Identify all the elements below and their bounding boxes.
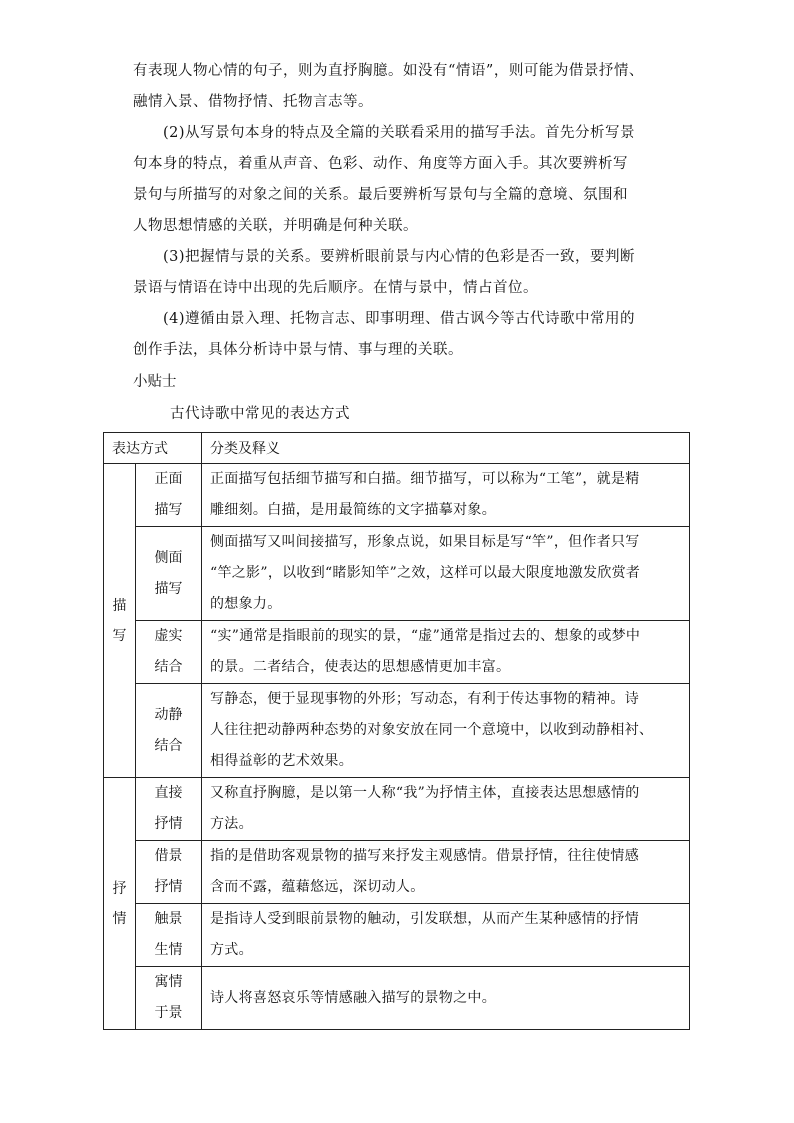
table-row bbox=[104, 684, 690, 778]
subcategory-cell bbox=[136, 527, 202, 621]
subcategory-line: 动静 bbox=[154, 706, 183, 723]
paragraph-0 bbox=[133, 56, 673, 118]
category-char: 描 bbox=[112, 597, 127, 614]
definition-line: 侧面描写又叫间接描写，形象点说，如果目标是写“竿”，但作者只写 bbox=[210, 534, 640, 550]
subcategory-line: 生情 bbox=[154, 942, 183, 958]
subcategory-cell bbox=[136, 464, 202, 527]
definition-cell bbox=[202, 778, 690, 841]
expression-methods-table bbox=[103, 432, 690, 1030]
definition-cell bbox=[202, 841, 690, 904]
definition-line: 含而不露，蕴藉悠远，深切动人。 bbox=[210, 879, 425, 895]
definition-line: 方式。 bbox=[210, 942, 253, 958]
definition-cell bbox=[202, 621, 690, 684]
paragraph-2 bbox=[133, 242, 673, 304]
subcategory-line: 虚实 bbox=[154, 628, 183, 644]
definition-line: “实”通常是指眼前的现实的景，“虚”通常是指过去的、想象的或梦中 bbox=[210, 628, 641, 644]
paragraph-line: (3)把握情与景的关系。要辨析眼前景与内心情的色彩是否一致，要判断 bbox=[163, 249, 636, 265]
paragraph-line: 创作手法，具体分析诗中景与情、事与理的关联。 bbox=[133, 342, 463, 358]
table-row bbox=[104, 904, 690, 967]
category-char: 抒 bbox=[112, 880, 127, 897]
table-row bbox=[104, 778, 690, 841]
table-row bbox=[104, 527, 690, 621]
definition-line: 人往往把动静两种态势的对象安放在同一个意境中，以收到动静相衬、 bbox=[210, 722, 654, 738]
subcategory-line: 结合 bbox=[154, 659, 183, 675]
definition-line: 指的是借助客观景物的描写来抒发主观感情。借景抒情，往往使情感 bbox=[210, 848, 639, 864]
subcategory-cell bbox=[136, 684, 202, 778]
subcategory-line: 于景 bbox=[154, 1005, 183, 1021]
definition-line: 写静态，便于显现事物的外形；写动态，有利于传达事物的精神。诗 bbox=[210, 691, 639, 707]
table-header-row bbox=[104, 433, 690, 464]
definition-line: 方法。 bbox=[210, 816, 253, 832]
subcategory-cell bbox=[136, 904, 202, 967]
category-description bbox=[104, 464, 136, 778]
header-classification: 分类及释义 bbox=[202, 433, 690, 464]
table-row bbox=[104, 621, 690, 684]
subcategory-line: 描写 bbox=[154, 502, 183, 518]
definition-line: 是指诗人受到眼前景物的触动，引发联想，从而产生某种感情的抒情 bbox=[210, 911, 639, 927]
definition-cell bbox=[202, 464, 690, 527]
subcategory-line: 正面 bbox=[154, 471, 183, 487]
definition-line: 正面描写包括细节描写和白描。细节描写，可以称为“工笔”，就是精 bbox=[210, 471, 640, 487]
subcategory-line: 抒情 bbox=[154, 816, 183, 832]
subcategory-line: 描写 bbox=[154, 580, 183, 597]
paragraph-line: 景语与情语在诗中出现的先后顺序。在情与景中，情占首位。 bbox=[133, 280, 538, 296]
paragraph-line: 句本身的特点，着重从声音、色彩、动作、角度等方面入手。其次要辨析写 bbox=[133, 156, 628, 172]
paragraph-line: (2)从写景句本身的特点及全篇的关联看采用的描写手法。首先分析写景 bbox=[163, 125, 636, 141]
table-title: 古代诗歌中常见的表达方式 bbox=[170, 406, 350, 422]
definition-cell bbox=[202, 684, 690, 778]
paragraph-line: (4)遵循由景入理、托物言志、即事明理、借古讽今等古代诗歌中常用的 bbox=[163, 311, 636, 327]
paragraph-1 bbox=[133, 118, 673, 242]
subcategory-line: 抒情 bbox=[154, 879, 183, 895]
definition-cell bbox=[202, 527, 690, 621]
definition-line: 相得益彰的艺术效果。 bbox=[210, 753, 353, 769]
subcategory-line: 侧面 bbox=[154, 549, 183, 566]
definition-line: “竿之影”，以收到“睹影知竿”之效，这样可以最大限度地激发欣赏者 bbox=[210, 565, 641, 581]
definition-line: 的想象力。 bbox=[210, 596, 282, 612]
definition-cell bbox=[202, 904, 690, 967]
table-row bbox=[104, 967, 690, 1030]
table-row bbox=[104, 464, 690, 527]
subcategory-cell bbox=[136, 621, 202, 684]
definition-line: 又称直抒胸臆，是以第一人称“我”为抒情主体，直接表达思想感情的 bbox=[210, 785, 640, 801]
category-char: 情 bbox=[112, 910, 127, 927]
subcategory-cell bbox=[136, 778, 202, 841]
category-char: 写 bbox=[112, 627, 127, 644]
definition-line: 雕细刻。白描，是用最简练的文字描摹对象。 bbox=[210, 502, 496, 518]
subcategory-line: 寓情 bbox=[154, 974, 183, 990]
header-method: 表达方式 bbox=[104, 433, 202, 464]
subcategory-line: 触景 bbox=[154, 911, 183, 927]
category-lyrical bbox=[104, 778, 136, 1030]
table-row bbox=[104, 841, 690, 904]
definition-line: 的景。二者结合，使表达的思想感情更加丰富。 bbox=[210, 659, 511, 675]
subcategory-cell bbox=[136, 967, 202, 1030]
paragraph-3 bbox=[133, 304, 673, 366]
subcategory-line: 结合 bbox=[154, 737, 183, 754]
subcategory-line: 直接 bbox=[154, 785, 183, 801]
paragraph-line: 人物思想情感的关联，并明确是何种关联。 bbox=[133, 218, 418, 234]
paragraph-line: 融情入景、借物抒情、托物言志等。 bbox=[133, 94, 373, 110]
subcategory-line: 借景 bbox=[154, 848, 183, 864]
subcategory-cell bbox=[136, 841, 202, 904]
paragraph-line: 有表现人物心情的句子，则为直抒胸臆。如没有“情语”，则可能为借景抒情、 bbox=[133, 63, 644, 79]
tips-label: 小贴士 bbox=[133, 374, 177, 390]
definition-line: 诗人将喜怒哀乐等情感融入描写的景物之中。 bbox=[210, 989, 496, 1006]
definition-cell bbox=[202, 967, 690, 1030]
paragraph-line: 景句与所描写的对象之间的关系。最后要辨析写景句与全篇的意境、氛围和 bbox=[133, 187, 628, 203]
